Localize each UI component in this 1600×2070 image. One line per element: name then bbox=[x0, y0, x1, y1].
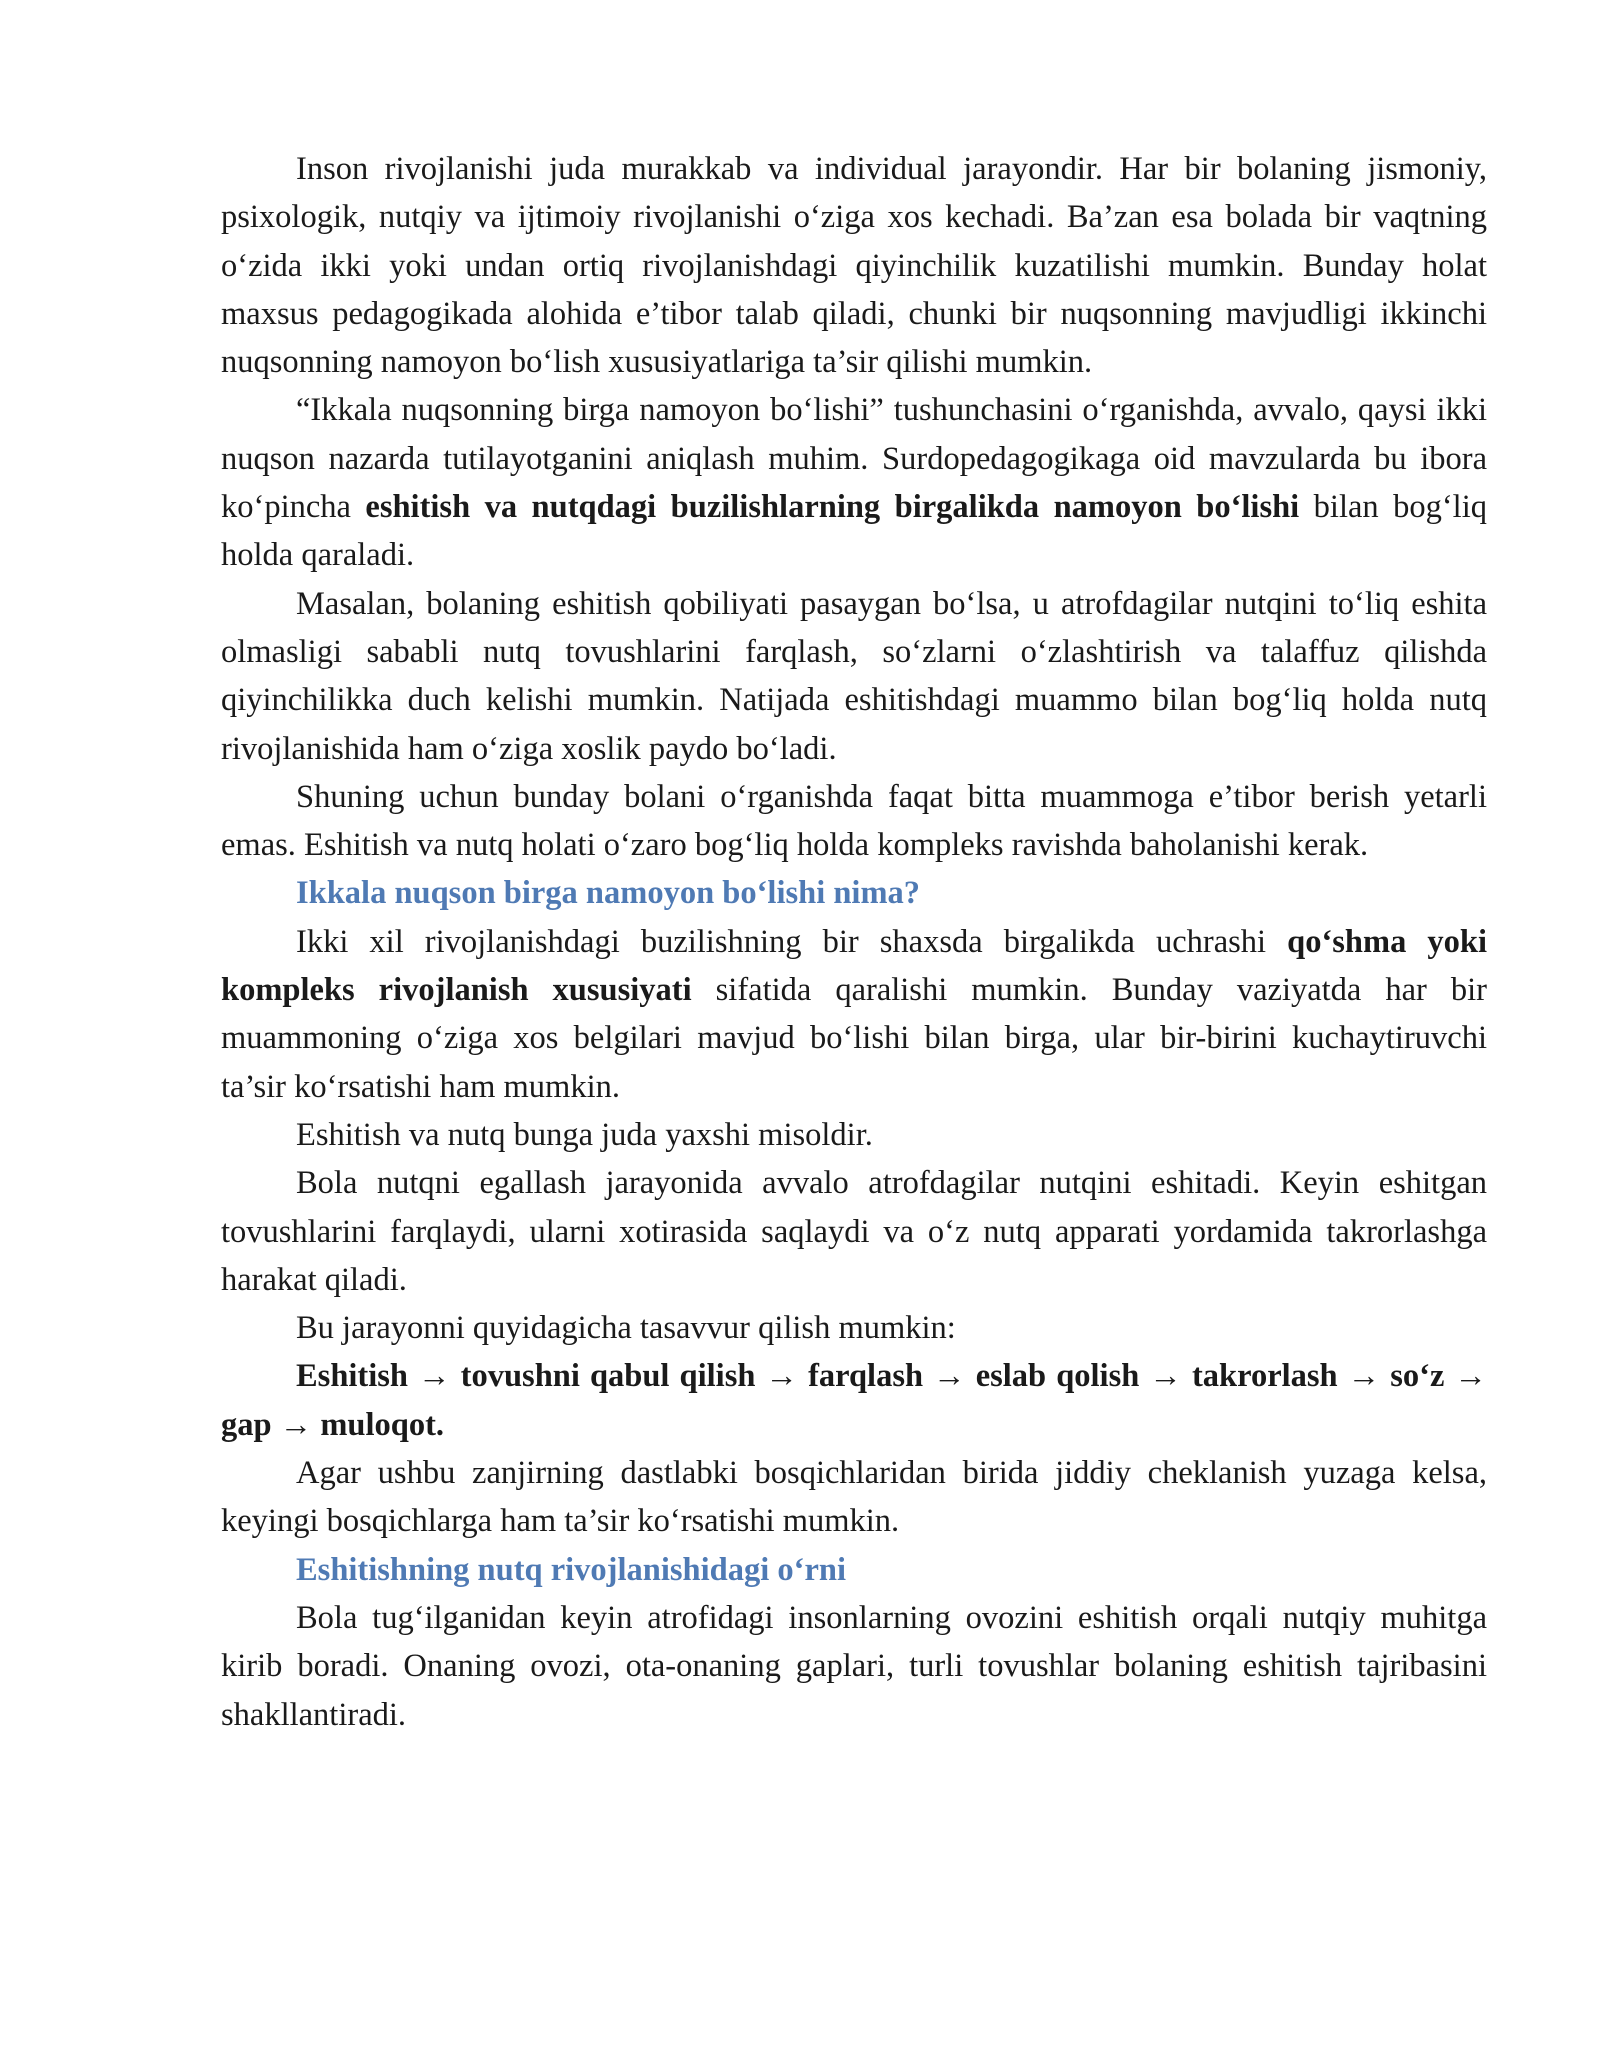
section-heading-what-is: Ikkala nuqson birga namoyon bo‘lishi nima? bbox=[296, 875, 921, 912]
paragraph-complex-text-b: sifatida qaralishi mumkin. Bunday vaziyatda har bir muammoning o‘ziga xos belgilari mavjud bo‘lishi bilan birga, ular bir-birini kuchaytiruvchi ta’sir ko‘rsatishi ham mumkin. bbox=[221, 972, 1487, 1105]
paragraph-chain-limitation-text: Agar ushbu zanjirning dastlabki bosqichlaridan birida jiddiy cheklanish yuzaga kelsa, keyingi bosqichlarga ham ta’sir ko‘rsatishi mumkin. bbox=[221, 1455, 1487, 1540]
paragraph-concept-text-a: “Ikkala nuqsonning birga namoyon bo‘lishi” tushunchasini o‘rganishda, avvalo, qaysi ikki nuqson nazarda tutilayotganini aniqlash muhim. Surdopedagogikaga oid mavzularda bu ibora ko‘pincha bbox=[221, 392, 1487, 526]
paragraph-concept bbox=[221, 386, 1487, 579]
paragraph-complex-text-a: Ikki xil rivojlanishdagi buzilishning bir shaxsda birgalikda uchrashi bbox=[296, 923, 1288, 960]
paragraph-chain-limitation bbox=[221, 1449, 1487, 1546]
paragraph-process-intro bbox=[221, 1304, 1487, 1352]
paragraph-hearing-speech-example bbox=[221, 1111, 1487, 1159]
paragraph-example bbox=[221, 580, 1487, 773]
paragraph-assessment bbox=[221, 773, 1487, 870]
paragraph-speech-acquisition-text: Bola nutqni egallash jarayonida avvalo atrofdagilar nutqini eshitadi. Keyin eshitgan tovushlarini farqlaydi, ularni xotirasida saqlaydi va o‘z nutq apparati yordamida takrorlashga harakat qiladi. bbox=[221, 1165, 1487, 1298]
paragraph-process-chain bbox=[221, 1352, 1487, 1449]
paragraph-complex bbox=[221, 918, 1487, 1111]
paragraph-process-intro-text: Bu jarayonni quyidagicha tasavvur qilish mumkin: bbox=[296, 1310, 956, 1347]
paragraph-hearing-environment-text: Bola tug‘ilganidan keyin atrofidagi insonlarning ovozini eshitish orqali nutqiy muhitga kirib boradi. Onaning ovozi, ota-onaning gaplari, turli tovushlar bolaning eshitish tajribasini shakllantiradi. bbox=[221, 1599, 1487, 1733]
process-chain-text: Eshitish → tovushni qabul qilish → farqlash → eslab qolish → takrorlash → so‘z → gap → muloqot. bbox=[221, 1358, 1487, 1443]
paragraph-example-text: Masalan, bolaning eshitish qobiliyati pasaygan bo‘lsa, u atrofdagilar nutqini to‘liq eshita olmasligi sababli nutq tovushlarini farqlash, so‘zlarni o‘zlashtirish va talaffuz qilishda qiyinchilikka duch kelishi mumkin. Natijada eshitishdagi muammo bilan bog‘liq holda nutq rivojlanishida ham o‘ziga xoslik paydo bo‘ladi. bbox=[221, 585, 1487, 767]
paragraph-complex-bold: qo‘shma yoki kompleks rivojlanish xususiyati bbox=[221, 923, 1487, 1009]
paragraph-hearing-environment bbox=[221, 1594, 1487, 1739]
paragraph-concept-text-b: bilan bog‘liq holda qaraladi. bbox=[221, 489, 1487, 574]
section-heading-hearing-role: Eshitishning nutq rivojlanishidagi o‘rni bbox=[296, 1551, 846, 1588]
document-page bbox=[221, 145, 1487, 1739]
paragraph-speech-acquisition bbox=[221, 1159, 1487, 1304]
paragraph-assessment-text: Shuning uchun bunday bolani o‘rganishda faqat bitta muammoga e’tibor berish yetarli emas. Eshitish va nutq holati o‘zaro bog‘liq holda kompleks ravishda baholanishi kerak. bbox=[221, 778, 1487, 864]
paragraph-intro bbox=[221, 145, 1487, 386]
paragraph-concept-bold: eshitish va nutqdagi buzilishlarning birgalikda namoyon bo‘lishi bbox=[365, 489, 1300, 526]
paragraph-intro-text: Inson rivojlanishi juda murakkab va individual jarayondir. Har bir bolaning jismoniy, psixologik, nutqiy va ijtimoiy rivojlanishi o‘ziga xos kechadi. Ba’zan esa bolada bir vaqtning o‘zida ikki yoki undan ortiq rivojlanishdagi qiyinchilik kuzatilishi mumkin. Bunday holat maxsus pedagogikada alohida e’tibor talab qiladi, chunki bir nuqsonning mavjudligi ikkinchi nuqsonning namoyon bo‘lish xususiyatlariga ta’sir qilishi mumkin. bbox=[221, 151, 1487, 381]
paragraph-hearing-speech-example-text: Eshitish va nutq bunga juda yaxshi misoldir. bbox=[296, 1116, 873, 1153]
